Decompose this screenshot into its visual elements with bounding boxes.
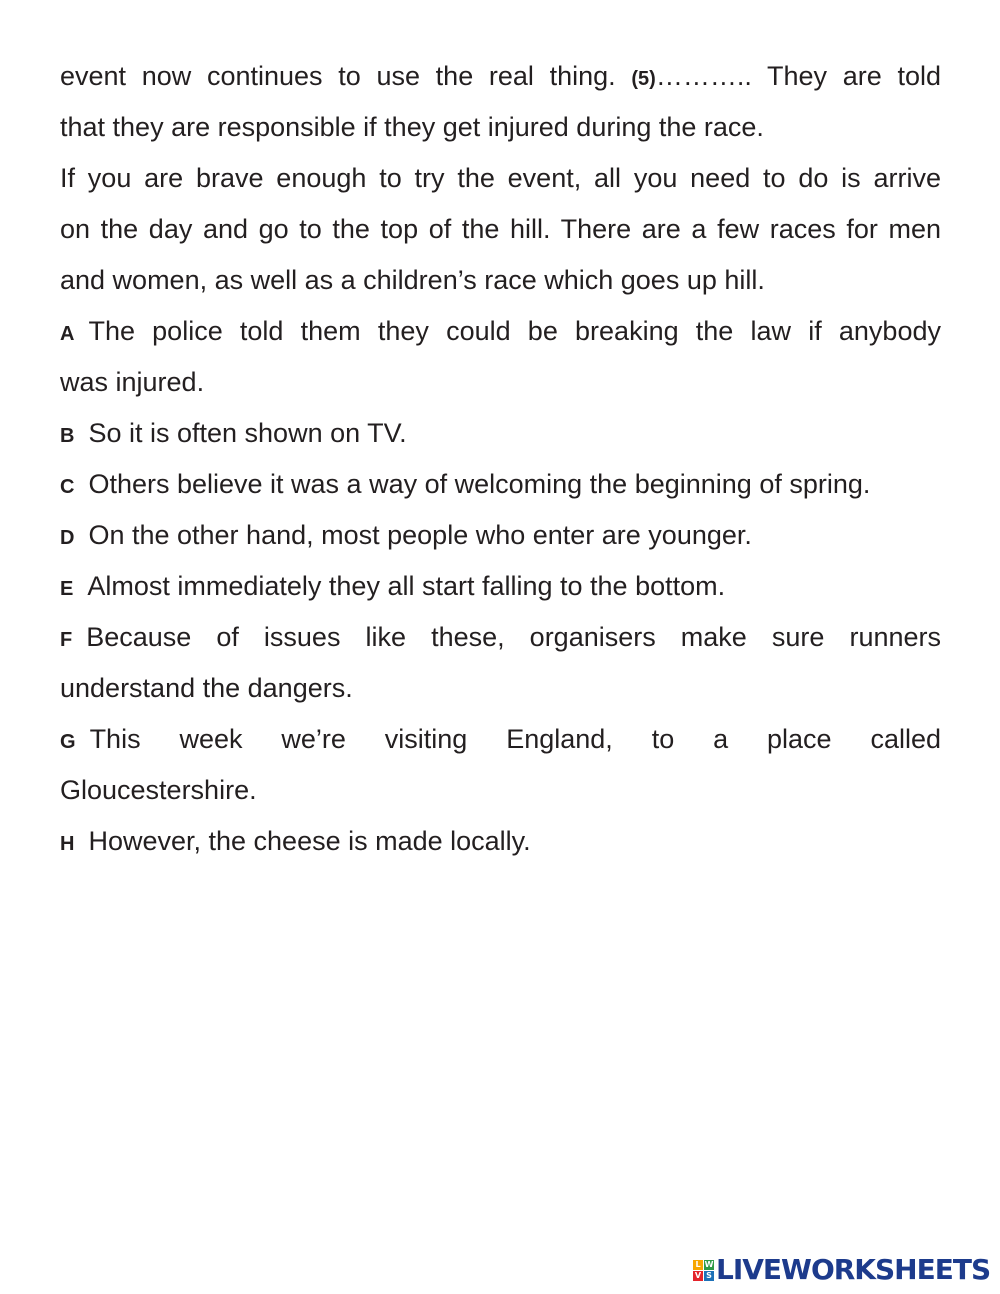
- option-text: On the other hand, most people who enter are younger.: [88, 520, 752, 550]
- option-h: [60, 816, 941, 867]
- passage-line-2: that they are responsible if they get injured during the race.: [60, 112, 764, 142]
- option-g-continued: Gloucestershire.: [60, 775, 257, 805]
- option-letter: G: [60, 731, 76, 753]
- option-letter: H: [60, 833, 75, 855]
- logo-mark-tile: S: [704, 1271, 714, 1281]
- option-a: [60, 306, 941, 357]
- logo-text: LIVEWORKSHEETS: [716, 1253, 991, 1286]
- passage-line-5: and women, as well as a children’s race which goes up hill.: [60, 265, 765, 295]
- passage-line-3: If you are brave enough to try the event, all you need to do is arrive: [60, 163, 941, 193]
- logo-mark-icon: [693, 1260, 714, 1281]
- worksheet-page: [60, 51, 941, 867]
- option-text: So it is often shown on TV.: [88, 418, 407, 448]
- passage-line-4: on the day and go to the top of the hill. There are a few races for men: [60, 214, 941, 244]
- option-letter: A: [60, 323, 75, 345]
- option-e: [60, 561, 941, 612]
- gap-5-label: (5): [631, 68, 656, 90]
- logo-mark-tile: V: [694, 1270, 702, 1280]
- passage-text: event now continues to use the real thing.: [60, 61, 616, 91]
- option-letter: D: [60, 527, 75, 549]
- option-text: However, the cheese is made locally.: [88, 826, 531, 856]
- option-text: Almost immediately they all start falling to the bottom.: [87, 571, 726, 601]
- option-text: The police told them they could be breaking the law if anybody: [88, 316, 941, 346]
- option-g: [60, 714, 941, 765]
- logo-mark-tile: L: [693, 1260, 703, 1270]
- logo-mark-tile: W: [704, 1259, 714, 1269]
- option-d: [60, 510, 941, 561]
- option-b: [60, 408, 941, 459]
- option-letter: C: [60, 476, 75, 498]
- option-f-continued: understand the dangers.: [60, 673, 353, 703]
- option-f: [60, 612, 941, 663]
- liveworksheets-logo: [693, 1255, 990, 1285]
- option-letter: F: [60, 629, 73, 651]
- option-text: Others believe it was a way of welcoming the beginning of spring.: [88, 469, 871, 499]
- option-a-continued: was injured.: [60, 367, 205, 397]
- option-letter: E: [60, 578, 74, 600]
- passage-line-1: [60, 51, 941, 102]
- gap-5-blank[interactable]: ……….. They are told: [655, 61, 941, 91]
- option-text: Because of issues like these, organisers make sure runners: [86, 622, 941, 652]
- option-c: [60, 459, 941, 510]
- option-letter: B: [60, 425, 75, 447]
- option-text: This week we’re visiting England, to a place called: [89, 724, 941, 754]
